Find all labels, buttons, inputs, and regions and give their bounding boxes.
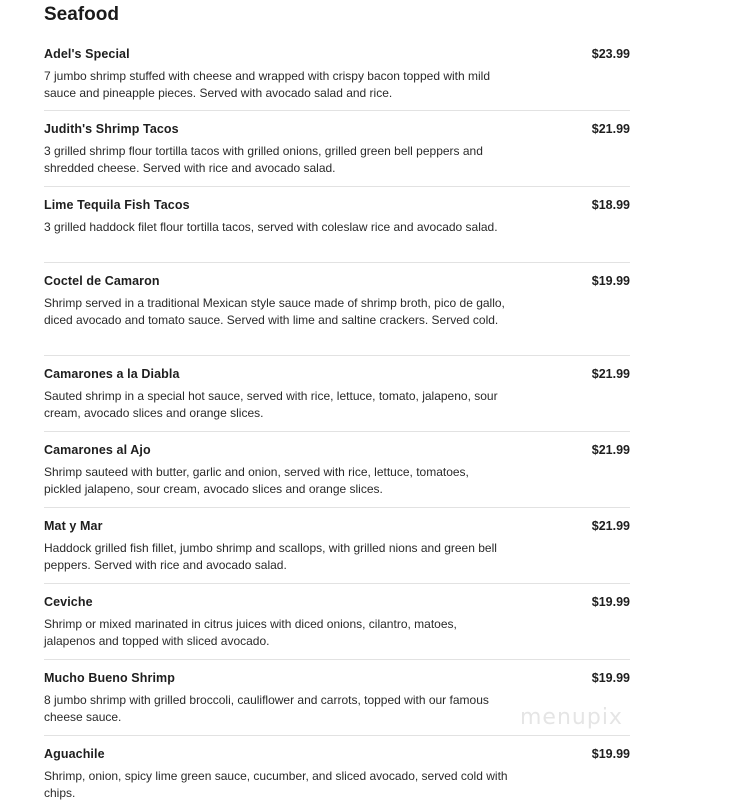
item-price: $21.99 (591, 122, 630, 136)
menu-item-mucho-bueno-shrimp (44, 659, 630, 735)
item-price: $23.99 (591, 47, 630, 61)
section-title: Seafood (44, 4, 119, 25)
item-description: Sauted shrimp in a special hot sauce, served with rice, lettuce, tomato, jalapeno, sour cream, avocado slices and orange slices. (44, 389, 498, 420)
item-header (44, 519, 630, 533)
menu-item-aguachile (44, 735, 630, 805)
menu-item-camarones-a-la-diabla (44, 355, 630, 431)
item-price: $19.99 (591, 747, 630, 761)
item-name: Lime Tequila Fish Tacos (44, 198, 190, 212)
item-header (44, 198, 630, 212)
item-name: Mat y Mar (44, 519, 103, 533)
menu-item-adels-special (44, 34, 630, 110)
item-header (44, 47, 630, 61)
item-price: $19.99 (591, 595, 630, 609)
item-description: 3 grilled haddock filet flour tortilla tacos, served with coleslaw rice and avocado salad. (44, 220, 498, 234)
item-header (44, 274, 630, 288)
item-name: Aguachile (44, 747, 105, 761)
item-name: Camarones al Ajo (44, 443, 151, 457)
menu-list (44, 34, 630, 805)
item-header (44, 671, 630, 685)
item-description: 8 jumbo shrimp with grilled broccoli, cauliflower and carrots, topped with our famous cheese sauce. (44, 693, 489, 724)
item-name: Coctel de Camaron (44, 274, 160, 288)
item-price: $19.99 (591, 274, 630, 288)
item-description: Shrimp or mixed marinated in citrus juices with diced onions, cilantro, matoes, jalapenos and topped with sliced avocado. (44, 617, 457, 648)
item-name: Adel's Special (44, 47, 130, 61)
item-description: 3 grilled shrimp flour tortilla tacos with grilled onions, grilled green bell peppers and shredded cheese. Served with rice and avocado salad. (44, 144, 483, 175)
item-description: Shrimp sauteed with butter, garlic and onion, served with rice, lettuce, tomatoes, pickled jalapeno, sour cream, avocado slices and orange slices. (44, 465, 469, 496)
item-description: Shrimp served in a traditional Mexican style sauce made of shrimp broth, pico de gallo, diced avocado and tomato sauce. Served with lime and saltine crackers. Served cold. (44, 296, 505, 327)
item-header (44, 595, 630, 609)
item-price: $21.99 (591, 367, 630, 381)
item-header (44, 747, 630, 761)
menu-item-mat-y-mar (44, 507, 630, 583)
item-header (44, 443, 630, 457)
menu-item-judiths-shrimp-tacos (44, 110, 630, 186)
item-header (44, 122, 630, 136)
menupix-watermark: menupix (520, 705, 623, 730)
item-name: Ceviche (44, 595, 93, 609)
item-name: Mucho Bueno Shrimp (44, 671, 175, 685)
item-name: Judith's Shrimp Tacos (44, 122, 179, 136)
menu-item-lime-tequila-fish-tacos (44, 186, 630, 262)
menu-item-coctel-de-camaron (44, 262, 630, 355)
item-description: 7 jumbo shrimp stuffed with cheese and wrapped with crispy bacon topped with mild sauce and pineapple pieces. Served with avocado salad and rice. (44, 69, 491, 100)
item-name: Camarones a la Diabla (44, 367, 180, 381)
item-price: $19.99 (591, 671, 630, 685)
item-description: Haddock grilled fish fillet, jumbo shrimp and scallops, with grilled nions and green bell peppers. Served with rice and avocado salad. (44, 541, 497, 572)
menu-item-camarones-al-ajo (44, 431, 630, 507)
menu-page (44, 0, 630, 805)
item-price: $18.99 (591, 198, 630, 212)
item-description: Shrimp, onion, spicy lime green sauce, cucumber, and sliced avocado, served cold with chips. (44, 769, 508, 800)
item-price: $21.99 (591, 443, 630, 457)
menu-item-ceviche (44, 583, 630, 659)
item-header (44, 367, 630, 381)
item-price: $21.99 (591, 519, 630, 533)
